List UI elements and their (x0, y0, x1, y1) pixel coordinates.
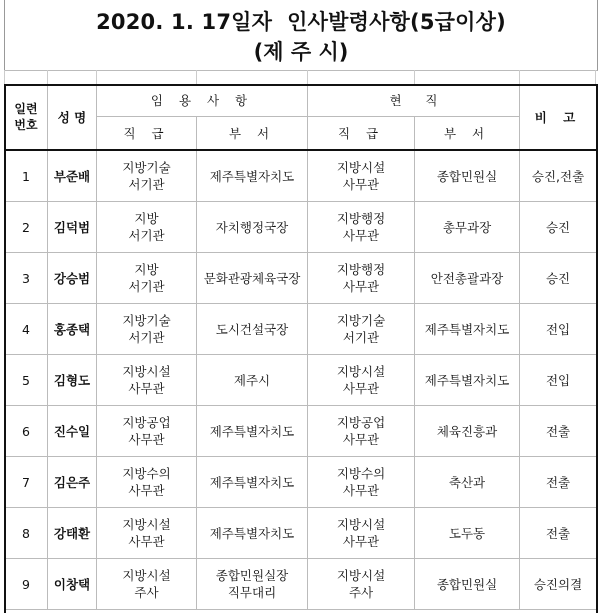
header-current: 현 직 (308, 85, 520, 117)
row-number: 5 (5, 355, 48, 406)
header-serial: 일련 번호 (5, 85, 48, 151)
current-department: 체육진흥과 (415, 406, 520, 457)
current-department: 총무과장 (415, 202, 520, 253)
table-row (5, 304, 597, 355)
header-appointment: 임 용 사 항 (97, 85, 308, 117)
new-department: 도시건설국장 (197, 304, 308, 355)
current-department: 축산과 (415, 457, 520, 508)
appointment-table (4, 84, 597, 610)
new-rank: 지방 서기관 (97, 202, 197, 253)
table-row (5, 150, 597, 202)
header-name: 성 명 (48, 85, 97, 151)
row-number: 6 (5, 406, 48, 457)
new-rank: 지방 서기관 (97, 253, 197, 304)
person-name: 김형도 (48, 355, 97, 406)
person-name: 홍종택 (48, 304, 97, 355)
new-rank: 지방시설 주사 (97, 559, 197, 610)
current-department: 안전총괄과장 (415, 253, 520, 304)
current-rank: 지방시설 주사 (308, 559, 415, 610)
row-number: 3 (5, 253, 48, 304)
current-rank: 지방공업 사무관 (308, 406, 415, 457)
new-department: 제주특별자치도 (197, 406, 308, 457)
table-row (5, 406, 597, 457)
current-department: 도두동 (415, 508, 520, 559)
person-name: 김덕범 (48, 202, 97, 253)
new-rank: 지방기술 서기관 (97, 304, 197, 355)
new-department: 자치행정국장 (197, 202, 308, 253)
person-name: 강태환 (48, 508, 97, 559)
person-name: 진수일 (48, 406, 97, 457)
row-number: 7 (5, 457, 48, 508)
new-department: 종합민원실장 직무대리 (197, 559, 308, 610)
page-title: 2020. 1. 17일자 인사발령사항(5급이상) (96, 10, 506, 34)
current-department: 종합민원실 (415, 150, 520, 202)
remarks: 전출 (520, 406, 597, 457)
row-number: 2 (5, 202, 48, 253)
header-cur-rank: 직 급 (308, 117, 415, 151)
current-rank: 지방시설 사무관 (308, 508, 415, 559)
spacer-row (4, 70, 596, 84)
remarks: 전출 (520, 508, 597, 559)
current-rank: 지방행정 사무관 (308, 253, 415, 304)
table-row (5, 508, 597, 559)
header-new-rank: 직 급 (97, 117, 197, 151)
header-new-dept: 부 서 (197, 117, 308, 151)
current-department: 종합민원실 (415, 559, 520, 610)
row-number: 9 (5, 559, 48, 610)
page-subtitle: (제 주 시) (253, 40, 349, 64)
row-number: 1 (5, 150, 48, 202)
new-department: 문화관광체육국장 (197, 253, 308, 304)
remarks: 승진 (520, 253, 597, 304)
table-row (5, 559, 597, 610)
new-department: 제주특별자치도 (197, 457, 308, 508)
person-name: 이창택 (48, 559, 97, 610)
remarks: 전입 (520, 355, 597, 406)
remarks: 승진,전출 (520, 150, 597, 202)
new-rank: 지방기술 서기관 (97, 150, 197, 202)
title-box (4, 0, 598, 71)
new-department: 제주특별자치도 (197, 150, 308, 202)
new-department: 제주시 (197, 355, 308, 406)
remarks: 승진 (520, 202, 597, 253)
new-department: 제주특별자치도 (197, 508, 308, 559)
row-number: 8 (5, 508, 48, 559)
current-department: 제주특별자치도 (415, 355, 520, 406)
current-rank: 지방시설 사무관 (308, 150, 415, 202)
table-row (5, 355, 597, 406)
current-rank: 지방행정 사무관 (308, 202, 415, 253)
remarks: 전입 (520, 304, 597, 355)
person-name: 부준배 (48, 150, 97, 202)
current-rank: 지방기술 서기관 (308, 304, 415, 355)
current-rank: 지방시설 사무관 (308, 355, 415, 406)
new-rank: 지방수의 사무관 (97, 457, 197, 508)
new-rank: 지방시설 사무관 (97, 508, 197, 559)
current-rank: 지방수의 사무관 (308, 457, 415, 508)
table-row (5, 457, 597, 508)
remarks: 승진의결 (520, 559, 597, 610)
remarks: 전출 (520, 457, 597, 508)
table-row (5, 202, 597, 253)
header-cur-dept: 부 서 (415, 117, 520, 151)
new-rank: 지방시설 사무관 (97, 355, 197, 406)
person-name: 김은주 (48, 457, 97, 508)
new-rank: 지방공업 사무관 (97, 406, 197, 457)
row-number: 4 (5, 304, 48, 355)
header-remarks: 비 고 (520, 85, 597, 151)
current-department: 제주특별자치도 (415, 304, 520, 355)
table-row (5, 253, 597, 304)
person-name: 강승범 (48, 253, 97, 304)
